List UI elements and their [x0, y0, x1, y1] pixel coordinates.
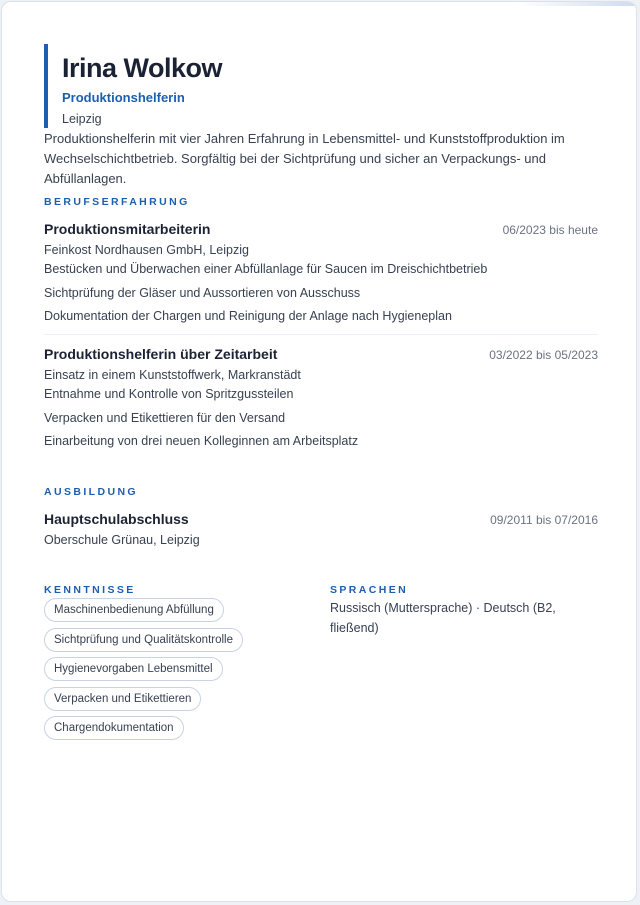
candidate-name: Irina Wolkow [62, 53, 223, 83]
skill-chip: Maschinenbedienung Abfüllung [44, 598, 224, 622]
entry-bullet: Entnahme und Kontrolle von Spritzgussteilen [44, 387, 294, 401]
entry-title: Hauptschulabschluss [44, 511, 189, 527]
entry-bullet: Verpacken und Etikettieren für den Versand [44, 410, 286, 425]
section-title-skills: KENNTNISSE [44, 584, 136, 596]
section-title-experience: BERUFSERFAHRUNG [44, 196, 190, 208]
skill-chip: Sichtprüfung und Qualitätskontrolle [44, 628, 243, 652]
entry-date: 03/2022 bis 05/2023 [489, 348, 598, 362]
candidate-role: Produktionshelferin [62, 90, 185, 105]
skill-chip: Chargendokumentation [44, 716, 184, 740]
candidate-city: Leipzig [62, 112, 102, 126]
section-title-languages: SPRACHEN [330, 584, 409, 596]
entry-bullet-list [44, 386, 598, 449]
entry-title: Produktionshelferin über Zeitarbeit [44, 346, 278, 362]
entry-organization: Oberschule Grünau, Leipzig [44, 533, 200, 547]
languages-text: Russisch (Muttersprache) · Deutsch (B2, fließend) [330, 601, 556, 635]
skills-chip-list [44, 598, 274, 746]
resume-header [44, 44, 564, 128]
section-title-education: AUSBILDUNG [44, 486, 138, 498]
entry-bullet-list [44, 261, 598, 324]
profile-summary: Produktionshelferin mit vier Jahren Erfahrung in Lebensmittel- und Kunststoffproduktion im Wechselschichtbetrieb. Sorgfältig bei der Sichtprüfung und sicher an Verpackungs- und Abfüllanlagen. [44, 131, 565, 186]
education-entry [44, 511, 598, 548]
experience-entry [44, 346, 598, 457]
entry-bullet: Dokumentation der Chargen und Reinigung der Anlage nach Hygieneplan [44, 309, 452, 323]
entry-organization: Einsatz in einem Kunststoffwerk, Markranstädt [44, 368, 301, 382]
experience-entry [44, 221, 598, 332]
top-edge-highlight [516, 2, 636, 6]
skill-chip: Hygienevorgaben Lebensmittel [44, 657, 223, 681]
entry-date: 06/2023 bis heute [502, 223, 598, 237]
entry-organization: Feinkost Nordhausen GmbH, Leipzig [44, 243, 249, 257]
entry-bullet: Einarbeitung von drei neuen Kolleginnen am Arbeitsplatz [44, 434, 359, 448]
resume-page [1, 1, 637, 902]
entry-title: Produktionsmitarbeiterin [44, 221, 211, 237]
entry-bullet: Sichtprüfung der Gläser und Aussortieren von Ausschuss [44, 285, 361, 300]
entry-date: 09/2011 bis 07/2016 [490, 513, 598, 527]
skill-chip: Verpacken und Etikettieren [44, 687, 201, 711]
entry-bullet: Bestücken und Überwachen einer Abfüllanlage für Saucen im Dreischichtbetrieb [44, 262, 488, 276]
entry-divider [44, 334, 598, 335]
